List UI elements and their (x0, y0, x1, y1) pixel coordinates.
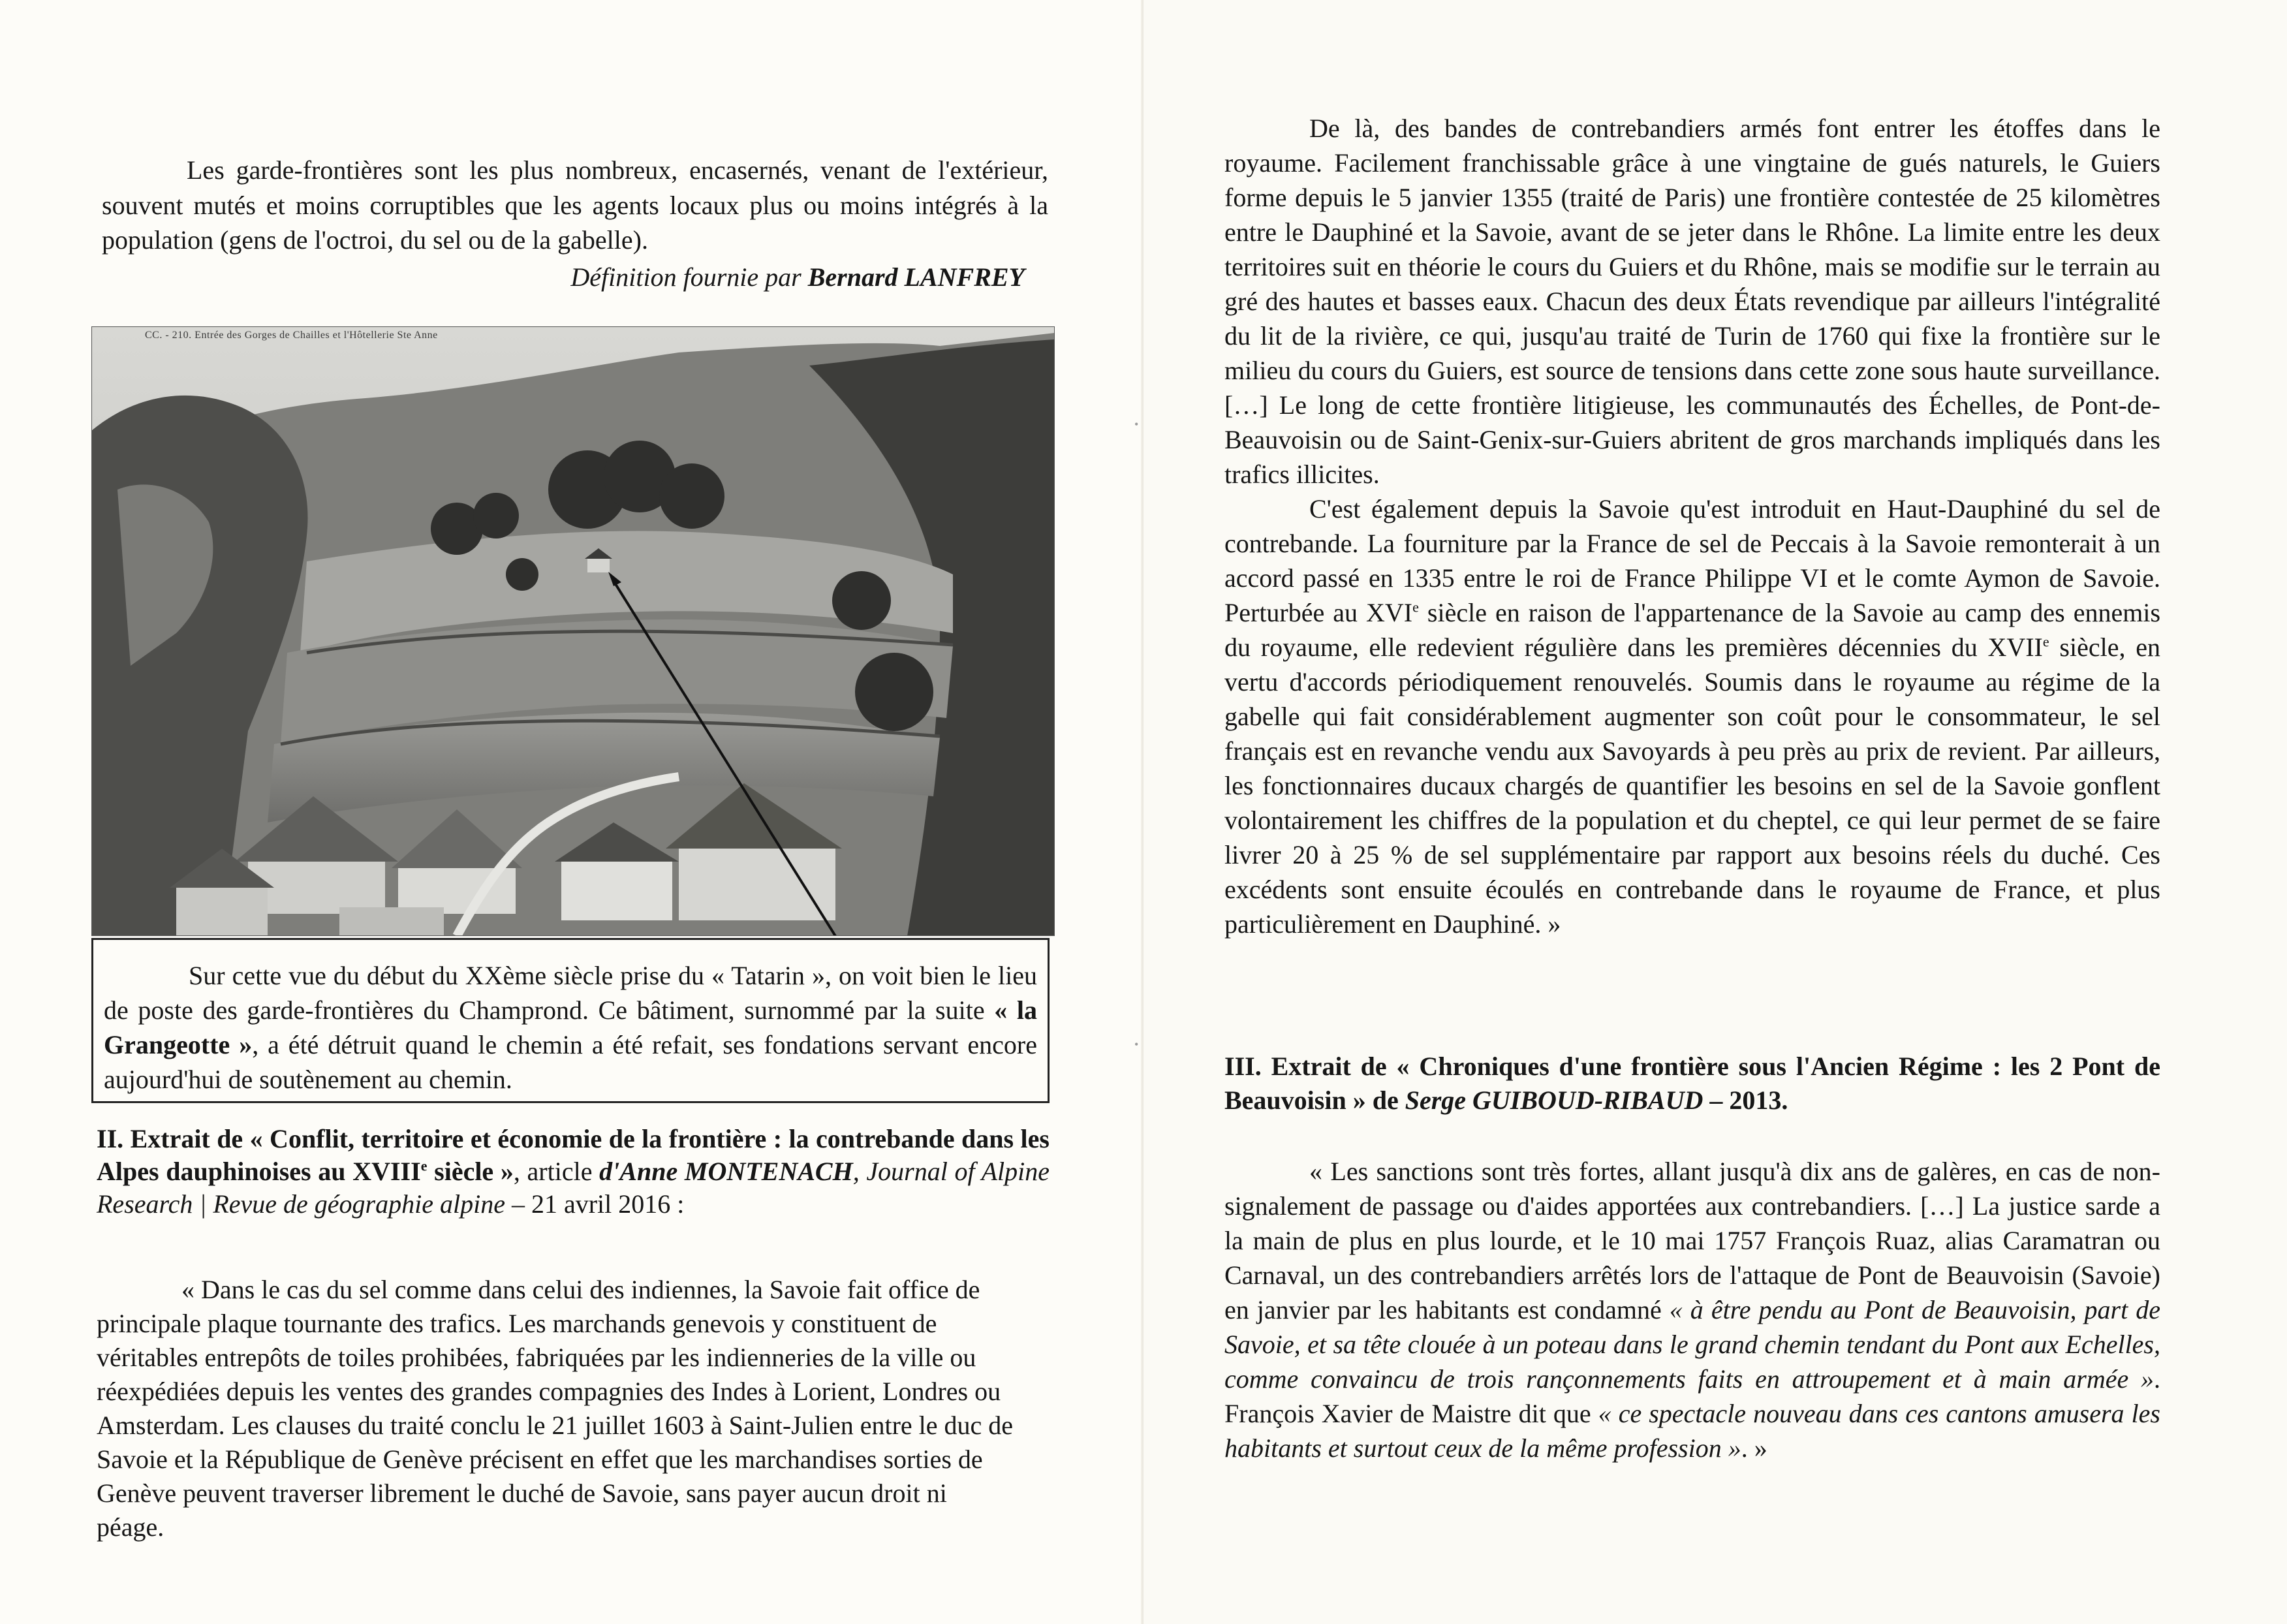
attribution (457, 260, 1025, 294)
section2-journal: , Journal of Alpine Research | Revue de géographie alpine (97, 1157, 1050, 1219)
section2-title-a: II. Extrait de « Conflit, territoire et économie de la frontière : la contrebande dans les Alpes dauphinoises au XVIII (97, 1124, 1050, 1186)
right-para1: De là, des bandes de contrebandiers armés font entrer les étoffes dans le royaume. Facilement franchissable grâce à une vingtaine de gués naturels, le Guiers forme depuis le 5 janvier 1355 (traité de Paris) une frontière contestée de 25 kilomètres entre le Dauphiné et la Savoie, avant de se jeter dans le Rhône. La limite entre les deux territoires suit en théorie le cours du Guiers et du Rhône, mais se modifie sur le terrain au gré des hautes et basses eaux. Chacun des deux États revendique par ailleurs l'intégralité du lit de la rivière, ce qui, jusqu'au traité de Turin de 1760 qui fixe la frontière sur le milieu du cours du Guiers, est source de tensions dans cette zone sous haute surveillance. […] Le long de cette frontière litigieuse, les communautés des Échelles, de Pont-de-Beauvoisin ou de Saint-Genix-sur-Guiers abritent de gros marchands impliqués dans les trafics illicites. (1224, 114, 2160, 489)
section2-author: d'Anne MONTENACH (599, 1157, 853, 1186)
photo-illustration (91, 326, 1055, 936)
section2-quote-text: « Dans le cas du sel comme dans celui des indiennes, la Savoie fait office de principale plaque tournante des trafics. Les marchands genevois y constituent de véritables entrepôts de toiles prohibées, fabriquées par les indienneries de la ville ou réexpédiées depuis les ventes des grandes compagnies des Indes à Lorient, Londres ou Amsterdam. Les clauses du traité conclu le 21 juillet 1603 à Saint-Julien entre le duc de Savoie et la République de Genève précisent en effet que les marchandises sorties de Genève peuvent traverser librement le duché de Savoie, sans payer aucun droit ni péage. (97, 1275, 1014, 1542)
attribution-prefix: Définition fournie par (570, 262, 808, 292)
section2-date: – 21 avril 2016 : (505, 1189, 685, 1219)
section3-quote-i2: « ce spectacle nouveau dans ces cantons amusera les habitants et surtout ceux de la même profession » (1224, 1399, 2160, 1463)
right-page (1144, 0, 2287, 1624)
section3-quote-i1: « à être pendu au Pont de Beauvoisin, part de Savoie, et sa tête clouée à un poteau dans le grand chemin tendant du Pont aux Echelles, comme convaincu de trois rançonnements faits en attroupement et à main armée » (1224, 1295, 2160, 1394)
caption-text (104, 958, 1037, 1097)
caption-box (91, 938, 1050, 1103)
attribution-name: Bernard LANFREY (807, 262, 1025, 292)
intro-paragraph (102, 153, 1048, 258)
caption-bold: « la Grangeotte » (104, 995, 1037, 1059)
section3-heading (1224, 1050, 2160, 1117)
para2-b: siècle en raison de l'appartenance de la Savoie au camp des ennemis du royaume, elle redevient régulière dans les premières décennies du XVII (1224, 598, 2161, 662)
section2-heading-text (97, 1123, 1050, 1221)
caption-part1: Sur cette vue du début du XXème siècle prise du « Tatarin », on voit bien le lieu de poste des garde-frontières du Champrond. Ce bâtiment, surnommé par la suite (104, 961, 1037, 1025)
section3-year: – 2013. (1703, 1085, 1788, 1115)
section2-article: , article (513, 1157, 600, 1186)
section2-title-b: siècle » (427, 1157, 514, 1186)
section3-heading-text (1224, 1050, 2160, 1117)
section3-title: III. Extrait de « Chroniques d'une frontière sous l'Ancien Régime : les 2 Pont de Beauvoisin » de (1224, 1052, 2160, 1115)
section3-quote-end: . » (1741, 1433, 1767, 1463)
section2-title-sup: e (420, 1157, 428, 1174)
section2-quote (97, 1273, 1017, 1544)
caption-part2: , a été détruit quand le chemin a été refait, ses fondations servant encore aujourd'hui de soutènement au chemin. (104, 1030, 1037, 1094)
photo-label: CC. - 210. Entrée des Gorges de Chailles et l'Hôtellerie Ste Anne (145, 330, 438, 341)
section3-quote (1224, 1154, 2160, 1465)
section3-author: Serge GUIBOUD-RIBAUD (1405, 1085, 1704, 1115)
section3-quote-b: . François Xavier de Maistre dit que (1224, 1364, 2160, 1428)
section3-quote-a: « Les sanctions sont très fortes, allant jusqu'à dix ans de galères, en cas de non-signalement de passage ou d'aides apportées aux contrebandiers. […] La justice sarde a la main de plus en plus lourde, et le 10 mai 1757 François Ruaz, alias Caramatran ou Carnaval, un des contrebandiers arrêtés lors de l'attaque de Pont de Beauvoisin (Savoie) en janvier par les habitants est condamné (1224, 1157, 2160, 1324)
margin-mark: • (1134, 1038, 1139, 1051)
margin-mark: • (1134, 418, 1139, 431)
section2-heading (97, 1123, 1050, 1221)
right-para2 (1224, 492, 2160, 941)
right-text-block (1224, 111, 2160, 941)
para2-a: C'est également depuis la Savoie qu'est introduit en Haut-Dauphiné du sel de contrebande. La fourniture par la France de sel de Peccais à la Savoie remonterait à un accord passé en 1335 entre le roi de France Philippe VI et le comte Aymon de Savoie. Perturbée au XVI (1224, 494, 2160, 627)
section3-quote-text (1224, 1154, 2160, 1465)
para2-sup1: e (1412, 599, 1419, 616)
para2-sup2: e (2042, 633, 2049, 650)
historic-photo (91, 326, 1055, 936)
para2-c: siècle, en vertu d'accords périodiquement renouvelés. Soumis dans le royaume au régime de la gabelle qui fait considérablement augmenter son coût pour le consommateur, le sel français est en revanche vendu aux Savoyards à peu près au prix de revient. Par ailleurs, les fonctionnaires ducaux chargés de quantifier les besoins en sel de la Savoie gonflent volontairement les chiffres de la population et du cheptel, ce qui leur permet de se faire livrer 20 à 25 % de sel supplémentaire par rapport aux besoins réels du duché. Ces excédents sont ensuite écoulés en contrebande dans le royaume de France, et plus particulièrement en Dauphiné. » (1224, 632, 2161, 939)
intro-text: Les garde-frontières sont les plus nombreux, encasernés, venant de l'extérieur, souvent mutés et moins corruptibles que les agents locaux plus ou moins intégrés à la population (gens de l'octroi, du sel ou de la gabelle). (102, 155, 1048, 255)
